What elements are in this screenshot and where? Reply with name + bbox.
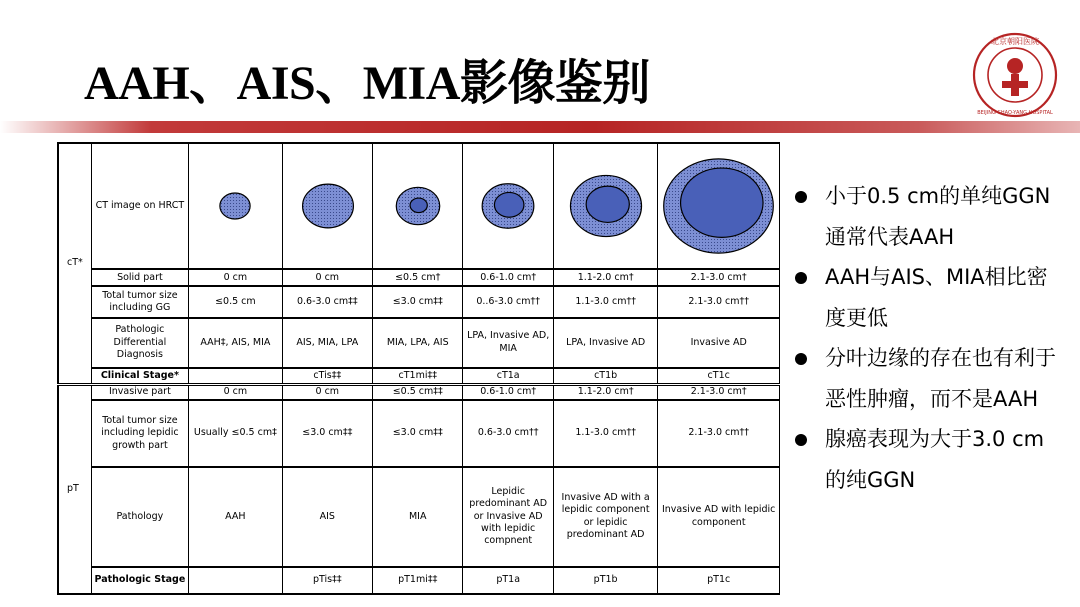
- nodule-ais-icon: [285, 146, 371, 266]
- table-row: [58, 269, 780, 286]
- nodule-solid-core: [586, 186, 629, 222]
- table-cell: ≤3.0 cm‡‡: [373, 400, 463, 467]
- table-row: [58, 400, 780, 467]
- nodule-cell: [658, 143, 780, 269]
- table-row: [58, 286, 780, 317]
- table-cell: Invasive AD with lepidic component: [658, 467, 780, 567]
- nodule-cell: [373, 143, 463, 269]
- svg-text:北京朝阳医院: 北京朝阳医院: [991, 37, 1039, 46]
- row-label: Clinical Stage*: [91, 368, 188, 384]
- table-cell: Usually ≤0.5 cm‡: [189, 400, 282, 467]
- table-cell: pT1b: [553, 567, 658, 594]
- nodule-ground-glass-ring: [302, 184, 353, 228]
- table-cell: 0 cm: [189, 269, 282, 286]
- table-cell: AAH‡, AIS, MIA: [189, 318, 282, 368]
- table-cell: 0.6-1.0 cm†: [463, 269, 553, 286]
- table-cell: 2.1-3.0 cm†: [658, 384, 780, 400]
- nodule-solid-core: [410, 198, 427, 212]
- table-cell: ≤0.5 cm‡‡: [373, 384, 463, 400]
- table-cell: 0..6-3.0 cm††: [463, 286, 553, 317]
- nodule-ground-glass-ring: [220, 193, 250, 219]
- table-cell: pT1a: [463, 567, 553, 594]
- table-cell: 0 cm: [282, 269, 372, 286]
- row-label: Pathologic Stage: [91, 567, 188, 594]
- table-cell: [189, 368, 282, 384]
- nodule-cell: [282, 143, 372, 269]
- bullet-text: 腺癌表现为大于3.0 cm的纯GGN: [825, 427, 1045, 492]
- group-label-pt: pT: [58, 384, 91, 594]
- bullet-item: [795, 257, 1065, 338]
- row-label: Invasive part: [91, 384, 188, 400]
- table-cell: pT1mi‡‡: [373, 567, 463, 594]
- nodule-solid-core: [495, 192, 525, 217]
- nodule-pt1a-icon: [465, 146, 551, 266]
- comparison-table: [57, 142, 780, 595]
- table-cell: LPA, Invasive AD, MIA: [463, 318, 553, 368]
- bullet-text: AAH与AIS、MIA相比密度更低: [825, 265, 1048, 330]
- table-cell: MIA: [373, 467, 463, 567]
- table-cell: pTis‡‡: [282, 567, 372, 594]
- hospital-logo-icon: [970, 30, 1060, 120]
- table-row: [58, 368, 780, 384]
- ct-image-label: CT image on HRCT: [91, 143, 188, 269]
- ct-image-row: [58, 143, 780, 269]
- bullet-list: [795, 176, 1065, 500]
- svg-text:BEIJING CHAO-YANG HOSPITAL: BEIJING CHAO-YANG HOSPITAL: [977, 110, 1053, 116]
- table-cell: 0.6-3.0 cm‡‡: [282, 286, 372, 317]
- row-label: Total tumor size including GG: [91, 286, 188, 317]
- table-cell: Invasive AD: [658, 318, 780, 368]
- table-cell: AAH: [189, 467, 282, 567]
- table-cell: [189, 567, 282, 594]
- group-label-ct: cT*: [58, 143, 91, 384]
- bullet-text: 分叶边缘的存在也有利于恶性肿瘤，而不是AAH: [825, 346, 1056, 411]
- table-cell: 0 cm: [282, 384, 372, 400]
- table-cell: 1.1-3.0 cm††: [553, 286, 658, 317]
- table-cell: ≤0.5 cm†: [373, 269, 463, 286]
- bullet-item: [795, 419, 1065, 500]
- table-cell: cT1c: [658, 368, 780, 384]
- bullet-item: [795, 176, 1065, 257]
- row-label: Total tumor size including lepidic growth part: [91, 400, 188, 467]
- table-cell: 0 cm: [189, 384, 282, 400]
- table-cell: ≤0.5 cm: [189, 286, 282, 317]
- bullet-item: [795, 338, 1065, 419]
- table-cell: cT1a: [463, 368, 553, 384]
- row-label: Pathology: [91, 467, 188, 567]
- table-row: [58, 467, 780, 567]
- nodule-mia-icon: [375, 146, 461, 266]
- table-cell: Lepidic predominant AD or Invasive AD with lepidic compnent: [463, 467, 553, 567]
- nodule-cell: [553, 143, 658, 269]
- title-accent-bar: [0, 121, 1080, 133]
- table-cell: cTis‡‡: [282, 368, 372, 384]
- row-label: Solid part: [91, 269, 188, 286]
- table-cell: MIA, LPA, AIS: [373, 318, 463, 368]
- row-label: Pathologic Differential Diagnosis: [91, 318, 188, 368]
- table-cell: pT1c: [658, 567, 780, 594]
- table-row: [58, 567, 780, 594]
- table-cell: Invasive AD with a lepidic component or lepidic predominant AD: [553, 467, 658, 567]
- nodule-cell: [189, 143, 282, 269]
- table-cell: 2.1-3.0 cm††: [658, 400, 780, 467]
- slide-title: AAH、AIS、MIA影像鉴别: [84, 57, 650, 110]
- nodule-solid-core: [681, 168, 763, 237]
- nodule-cell: [463, 143, 553, 269]
- table-cell: LPA, Invasive AD: [553, 318, 658, 368]
- bullet-dot-icon: [795, 434, 807, 446]
- table-cell: cT1b: [553, 368, 658, 384]
- table-cell: 0.6-3.0 cm††: [463, 400, 553, 467]
- table-cell: 0.6-1.0 cm†: [463, 384, 553, 400]
- bullet-dot-icon: [795, 191, 807, 203]
- table-cell: AIS, MIA, LPA: [282, 318, 372, 368]
- table-cell: ≤3.0 cm‡‡: [373, 286, 463, 317]
- table-cell: 2.1-3.0 cm†: [658, 269, 780, 286]
- nodule-pt1b-icon: [556, 146, 656, 266]
- table-cell: 1.1-2.0 cm†: [553, 269, 658, 286]
- table-cell: 1.1-2.0 cm†: [553, 384, 658, 400]
- nodule-pt1c-icon: [660, 146, 777, 266]
- table-row: [58, 384, 780, 400]
- bullet-dot-icon: [795, 353, 807, 365]
- bullet-dot-icon: [795, 272, 807, 284]
- bullet-text: 小于0.5 cm的单纯GGN通常代表AAH: [825, 184, 1051, 249]
- nodule-aah-icon: [191, 146, 279, 266]
- table-cell: cT1mi‡‡: [373, 368, 463, 384]
- table-row: [58, 318, 780, 368]
- table-cell: ≤3.0 cm‡‡: [282, 400, 372, 467]
- table-cell: 2.1-3.0 cm††: [658, 286, 780, 317]
- table-cell: AIS: [282, 467, 372, 567]
- table-cell: 1.1-3.0 cm††: [553, 400, 658, 467]
